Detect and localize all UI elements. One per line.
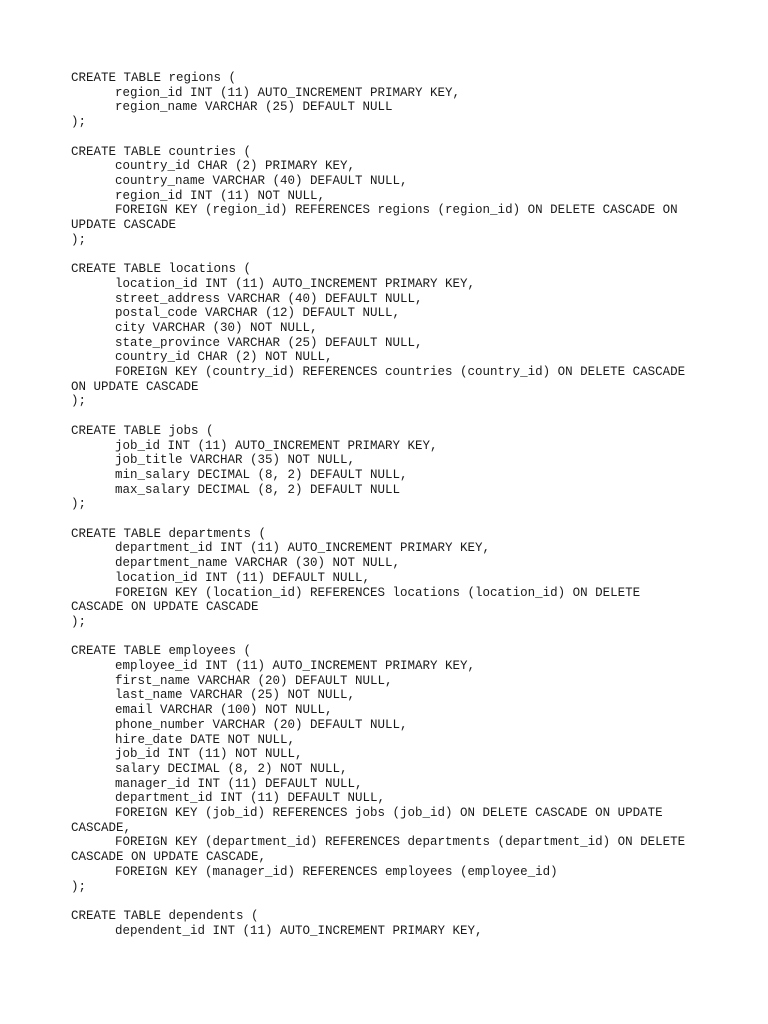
code-line: ); xyxy=(71,497,87,512)
code-line: city VARCHAR (30) NOT NULL, xyxy=(115,320,318,335)
code-line: CREATE TABLE regions ( xyxy=(71,71,237,85)
code-line: ); xyxy=(71,879,87,894)
code-line: FOREIGN KEY (location_id) REFERENCES locations (location_id) ON DELETE xyxy=(115,585,641,600)
code-line: CREATE TABLE employees ( xyxy=(71,644,252,659)
code-line: country_id CHAR (2) NOT NULL, xyxy=(115,350,333,365)
code-line: CASCADE ON UPDATE CASCADE xyxy=(71,600,259,615)
code-line: min_salary DECIMAL (8, 2) DEFAULT NULL, xyxy=(115,467,408,482)
code-line: region_id INT (11) NOT NULL, xyxy=(115,188,326,203)
code-line: FOREIGN KEY (country_id) REFERENCES countries (country_id) ON DELETE CASCADE xyxy=(115,365,686,380)
code-line: CASCADE, xyxy=(71,820,132,835)
code-line: street_address VARCHAR (40) DEFAULT NULL, xyxy=(115,291,423,306)
code-line: FOREIGN KEY (job_id) REFERENCES jobs (job_id) ON DELETE CASCADE ON UPDATE xyxy=(115,806,663,821)
code-line: first_name VARCHAR (20) DEFAULT NULL, xyxy=(115,673,393,688)
blank-line xyxy=(71,512,721,527)
code-line: CREATE TABLE jobs ( xyxy=(71,423,214,438)
code-line: location_id INT (11) AUTO_INCREMENT PRIMARY KEY, xyxy=(115,276,476,291)
code-line: CREATE TABLE countries ( xyxy=(71,144,252,159)
code-line: CREATE TABLE locations ( xyxy=(71,262,252,277)
code-line: employee_id INT (11) AUTO_INCREMENT PRIMARY KEY, xyxy=(115,659,476,674)
code-line: last_name VARCHAR (25) NOT NULL, xyxy=(115,688,356,703)
code-line: FOREIGN KEY (region_id) REFERENCES regions (region_id) ON DELETE CASCADE ON xyxy=(115,203,678,218)
code-line: job_title VARCHAR (35) NOT NULL, xyxy=(115,453,356,468)
code-line: ); xyxy=(71,115,87,130)
blank-line xyxy=(71,130,721,145)
code-line: job_id INT (11) AUTO_INCREMENT PRIMARY KEY, xyxy=(115,438,438,453)
code-line: CREATE TABLE departments ( xyxy=(71,526,267,541)
code-line: country_name VARCHAR (40) DEFAULT NULL, xyxy=(115,173,408,188)
sql-schema-document xyxy=(71,71,721,938)
code-line: ); xyxy=(71,614,87,629)
blank-line xyxy=(71,247,721,262)
code-line: country_id CHAR (2) PRIMARY KEY, xyxy=(115,159,356,174)
code-line: department_id INT (11) DEFAULT NULL, xyxy=(115,791,386,806)
code-line: email VARCHAR (100) NOT NULL, xyxy=(115,703,333,718)
code-line: CREATE TABLE dependents ( xyxy=(71,908,259,923)
code-line: dependent_id INT (11) AUTO_INCREMENT PRIMARY KEY, xyxy=(115,923,483,938)
code-line: ); xyxy=(71,232,87,247)
code-line: phone_number VARCHAR (20) DEFAULT NULL, xyxy=(115,717,408,732)
code-line: hire_date DATE NOT NULL, xyxy=(115,732,296,747)
code-line: postal_code VARCHAR (12) DEFAULT NULL, xyxy=(115,306,401,321)
code-line: state_province VARCHAR (25) DEFAULT NULL, xyxy=(115,335,423,350)
code-line: ); xyxy=(71,394,87,409)
code-line: max_salary DECIMAL (8, 2) DEFAULT NULL xyxy=(115,482,401,497)
code-line: location_id INT (11) DEFAULT NULL, xyxy=(115,570,371,585)
code-line: department_id INT (11) AUTO_INCREMENT PRIMARY KEY, xyxy=(115,541,491,556)
code-line: ON UPDATE CASCADE xyxy=(71,379,199,394)
code-line: CASCADE ON UPDATE CASCADE, xyxy=(71,850,267,865)
blank-line xyxy=(71,894,721,909)
code-line: region_id INT (11) AUTO_INCREMENT PRIMARY KEY, xyxy=(115,85,461,100)
code-line: salary DECIMAL (8, 2) NOT NULL, xyxy=(115,761,348,776)
code-line: region_name VARCHAR (25) DEFAULT NULL xyxy=(115,100,393,115)
code-line: UPDATE CASCADE xyxy=(71,218,177,233)
code-line: job_id INT (11) NOT NULL, xyxy=(115,747,303,762)
code-line: FOREIGN KEY (department_id) REFERENCES departments (department_id) ON DELETE xyxy=(115,835,686,850)
blank-line xyxy=(71,630,721,645)
code-line: manager_id INT (11) DEFAULT NULL, xyxy=(115,776,363,791)
blank-line xyxy=(71,409,721,424)
code-line: FOREIGN KEY (manager_id) REFERENCES employees (employee_id) xyxy=(115,864,558,879)
code-line: department_name VARCHAR (30) NOT NULL, xyxy=(115,556,401,571)
